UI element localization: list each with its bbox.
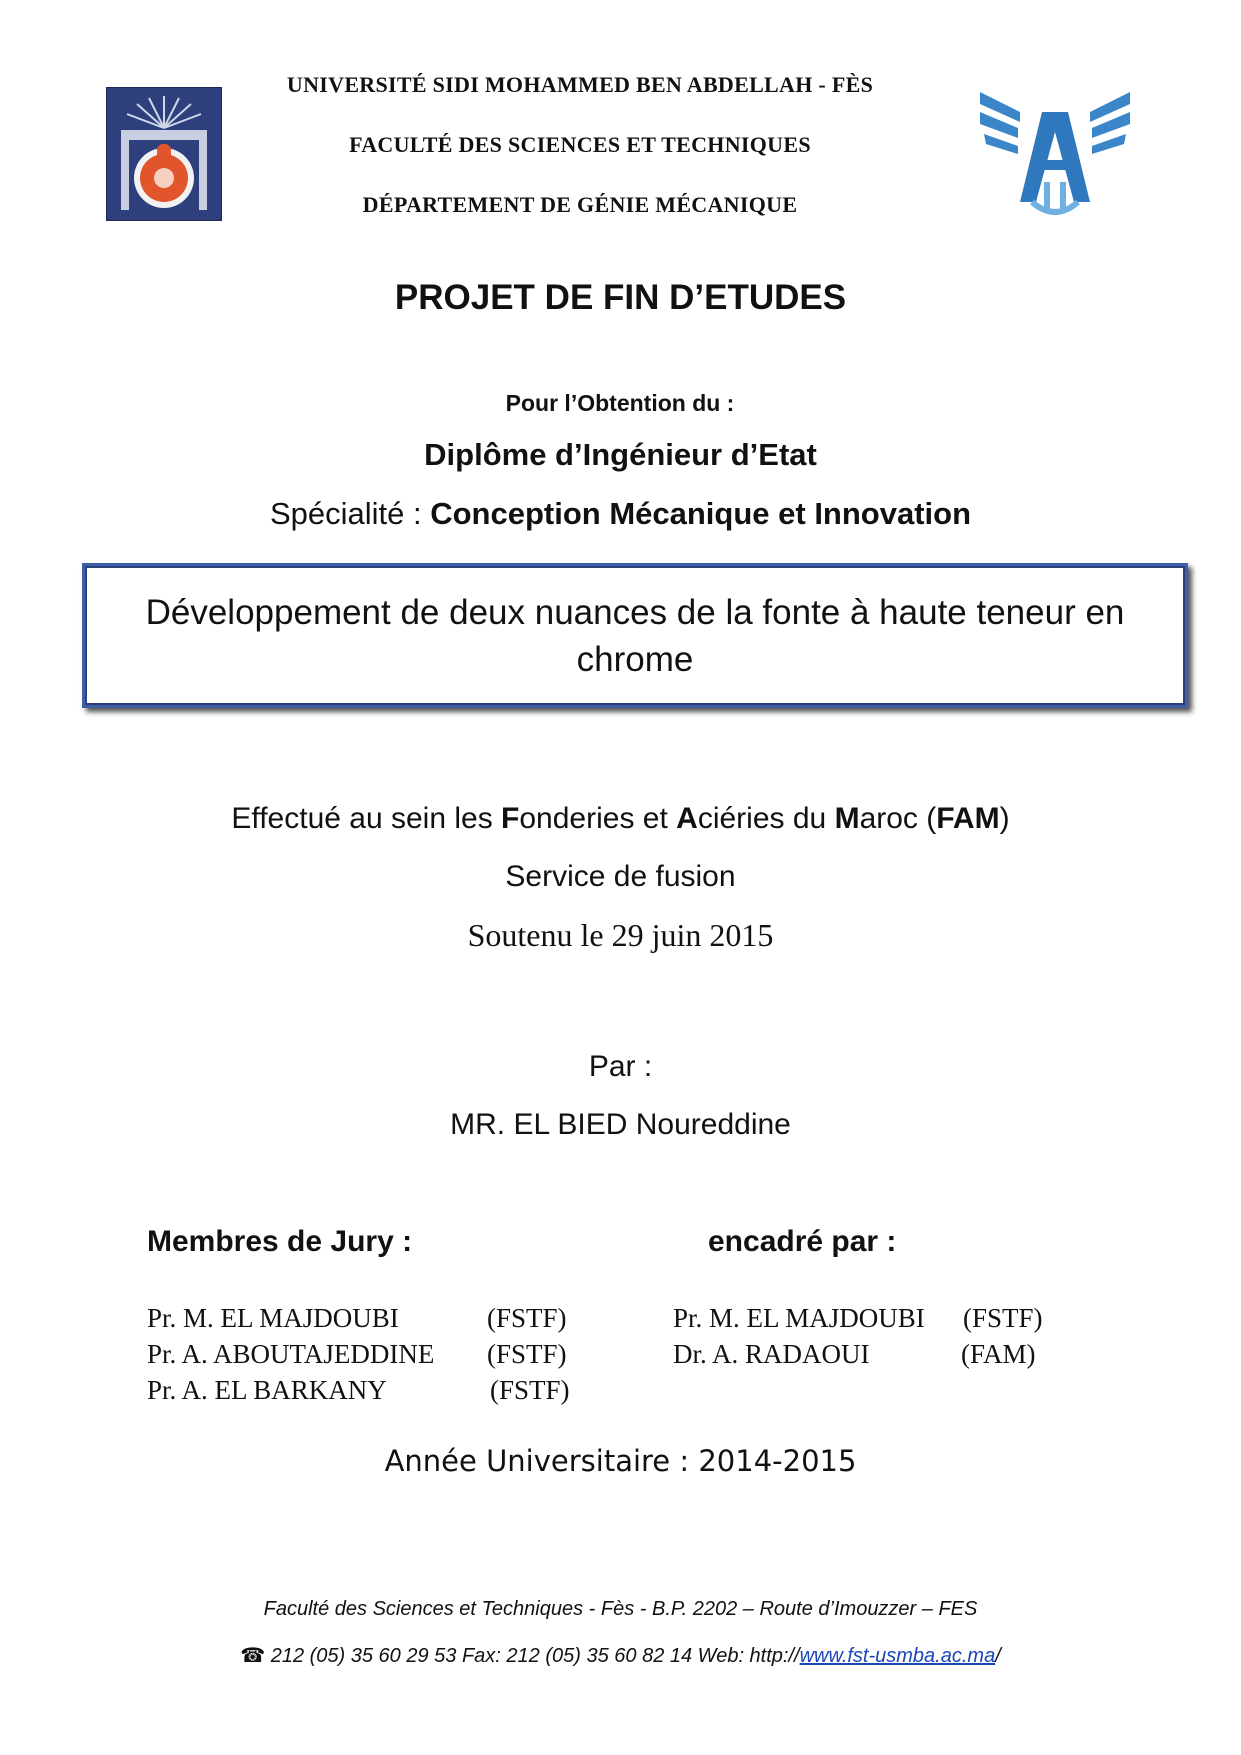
faculty-name: FACULTÉ DES SCIENCES ET TECHNIQUES — [349, 132, 811, 157]
diploma: Diplôme d’Ingénieur d’Etat — [424, 437, 817, 472]
jury-member-org: (FSTF) — [487, 1339, 567, 1369]
footer-contact — [0, 1643, 1241, 1668]
department-name: DÉPARTEMENT DE GÉNIE MÉCANIQUE — [362, 192, 798, 217]
service-name: Service de fusion — [505, 860, 736, 893]
host-line — [0, 802, 1241, 836]
supervisors-list — [673, 1300, 1043, 1372]
speciality-label: Spécialité : — [269, 496, 422, 531]
jury-member-org: (FSTF) — [490, 1375, 570, 1405]
author-label: Par : — [588, 1050, 653, 1083]
supervisor — [673, 1300, 1043, 1336]
footer-address: Faculté des Sciences et Techniques - Fès - B.P. 2202 – Route d’Imouzzer – FES — [263, 1598, 978, 1620]
supervisor-org: (FAM) — [961, 1339, 1036, 1369]
phone-icon: ☎ — [240, 1645, 266, 1667]
host-suffix: ) — [999, 802, 1010, 835]
jury-heading: Membres de Jury : — [147, 1225, 413, 1258]
speciality-value: Conception Mécanique et Innovation — [430, 496, 972, 531]
supervisors-heading: encadré par : — [708, 1225, 897, 1258]
university-name: UNIVERSITÉ SIDI MOHAMMED BEN ABDELLAH - FÈS — [286, 72, 874, 97]
academic-year: Année Universitaire : 2014-2015 — [384, 1444, 857, 1478]
jury-member-org: (FSTF) — [487, 1303, 567, 1333]
footer-trailing: / — [995, 1645, 1001, 1667]
jury-member — [147, 1300, 570, 1336]
for-label: Pour l’Obtention du : — [505, 390, 735, 416]
jury-member — [147, 1372, 570, 1408]
website-link[interactable]: www.fst-usmba.ac.ma — [799, 1645, 996, 1667]
project-type: PROJET DE FIN D’ETUDES — [394, 278, 847, 317]
speciality-line — [0, 496, 1241, 532]
faculty-logo — [980, 82, 1130, 222]
host-acronym: FAM — [936, 802, 1000, 835]
supervisor-name: Dr. A. RADAOUI — [673, 1339, 870, 1369]
host-word-1: onderies et — [519, 802, 677, 835]
host-word-2: ciéries du — [697, 802, 835, 835]
university-logo — [106, 87, 222, 221]
supervisor — [673, 1336, 1043, 1372]
thesis-title-box — [82, 563, 1188, 708]
defense-date: Soutenu le 29 juin 2015 — [467, 917, 774, 953]
jury-member-name: Pr. A. EL BARKANY — [147, 1375, 387, 1405]
jury-member-name: Pr. M. EL MAJDOUBI — [147, 1303, 399, 1333]
host-word-3: aroc ( — [859, 802, 937, 835]
supervisor-org: (FSTF) — [963, 1303, 1043, 1333]
host-initial-a: A — [676, 802, 698, 835]
host-initial-f: F — [501, 802, 520, 835]
supervisor-name: Pr. M. EL MAJDOUBI — [673, 1303, 925, 1333]
thesis-title: Développement de deux nuances de la fonte à haute teneur en chrome — [145, 592, 1125, 679]
jury-member — [147, 1336, 570, 1372]
host-prefix: Effectué au sein les — [231, 802, 502, 835]
host-initial-m: M — [834, 802, 860, 835]
author-name: MR. EL BIED Noureddine — [450, 1108, 791, 1141]
jury-list — [147, 1300, 570, 1408]
jury-member-name: Pr. A. ABOUTAJEDDINE — [147, 1339, 435, 1369]
footer-contact-text: 212 (05) 35 60 29 53 Fax: 212 (05) 35 60 82 14 Web: http:// — [270, 1645, 800, 1667]
